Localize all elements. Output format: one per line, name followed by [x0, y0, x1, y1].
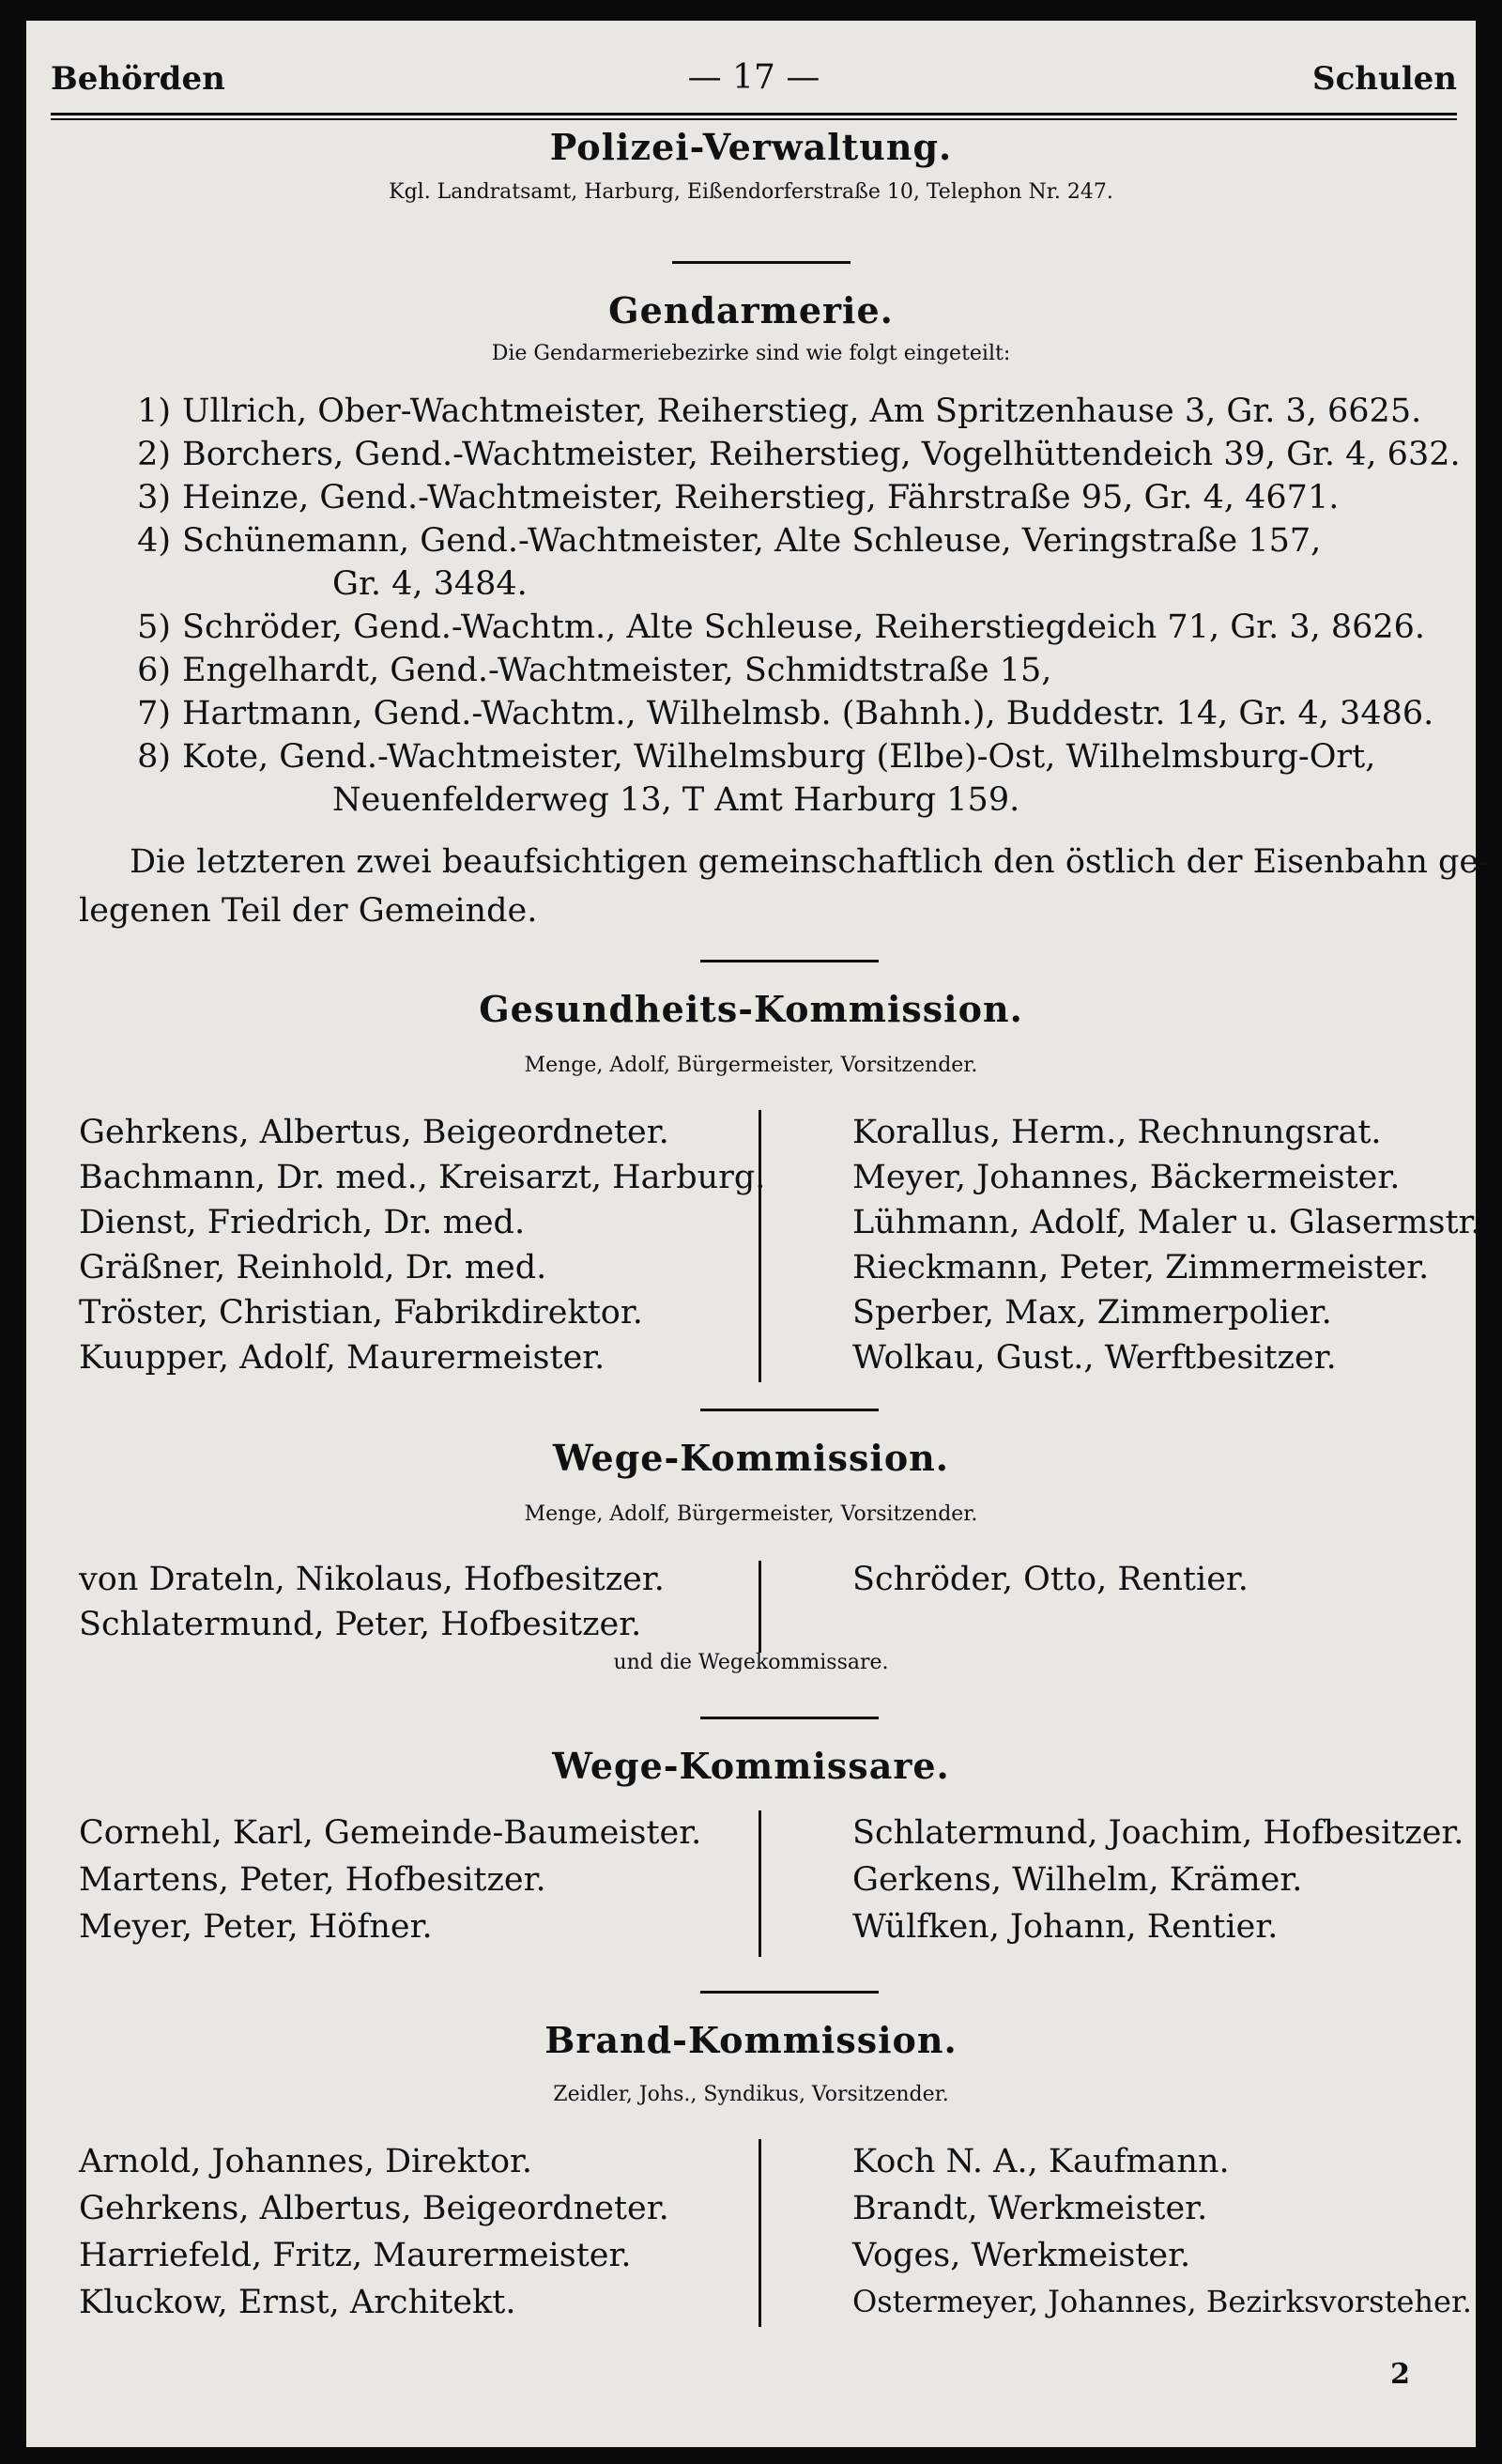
section-title-brand: Brand-Kommission. [544, 2019, 958, 2061]
member-entry: Koch N. A., Kaufmann. [852, 2143, 1230, 2180]
gendarmerie-entry [130, 608, 1425, 646]
member-entry: Ostermeyer, Johannes, Bezirksvorsteher. [852, 2284, 1472, 2319]
gendarmerie-entry [130, 479, 1339, 516]
member-entry: Gehrkens, Albertus, Beigeordneter. [79, 2190, 669, 2227]
entry-text: Schröder, Gend.-Wachtm., Alte Schleuse, Reiherstiegdeich 71, Gr. 3, 8626. [182, 608, 1426, 646]
header-rule-2 [51, 118, 1457, 120]
section-title-gesundheit: Gesundheits-Kommission. [479, 988, 1023, 1030]
member-entry: Sperber, Max, Zimmerpolier. [852, 1294, 1332, 1332]
member-entry: Bachmann, Dr. med., Kreisarzt, Harburg. [79, 1159, 766, 1196]
member-entry: Dienst, Friedrich, Dr. med. [79, 1204, 526, 1241]
entry-number: 6) [137, 652, 171, 689]
page-number: — 17 — [687, 58, 820, 97]
gendarmerie-intro: Die Gendarmeriebezirke sind wie folgt eingeteilt: [491, 342, 1011, 365]
member-entry: Rieckmann, Peter, Zimmermeister. [852, 1249, 1430, 1286]
entry-number: 2) [137, 436, 171, 473]
section-divider [700, 960, 879, 962]
wege-kommission-chair: Menge, Adolf, Bürgermeister, Vorsitzender. [524, 1502, 978, 1526]
member-entry: Meyer, Peter, Höfner. [79, 1908, 433, 1946]
member-entry: Gräßner, Reinhold, Dr. med. [79, 1249, 547, 1286]
member-entry: Tröster, Christian, Fabrikdirektor. [79, 1294, 643, 1332]
member-entry: Gerkens, Wilhelm, Krämer. [852, 1861, 1303, 1899]
column-divider [759, 1810, 761, 1957]
member-entry: Wolkau, Gust., Werftbesitzer. [852, 1339, 1337, 1377]
gendarmerie-entry [130, 393, 1421, 430]
gendarmerie-entry [130, 738, 1375, 776]
section-divider [700, 1717, 879, 1719]
page-mark: 2 [1390, 2358, 1410, 2391]
member-entry: Gehrkens, Albertus, Beigeordneter. [79, 1114, 669, 1151]
column-divider [759, 1561, 761, 1653]
entry-number: 8) [137, 738, 171, 776]
member-entry: Schlatermund, Joachim, Hofbesitzer. [852, 1814, 1464, 1852]
gendarmerie-entry [332, 565, 528, 603]
section-divider [672, 261, 851, 264]
member-entry: Harriefeld, Fritz, Maurermeister. [79, 2237, 632, 2274]
section-title-polizei: Polizei-Verwaltung. [549, 126, 953, 168]
header-left: Behörden [51, 60, 225, 98]
member-entry: Voges, Werkmeister. [852, 2237, 1191, 2274]
page-header [51, 47, 1457, 103]
section-divider [700, 1991, 879, 1994]
member-entry: Brandt, Werkmeister. [852, 2190, 1208, 2227]
gendarmerie-entry [130, 522, 1321, 560]
entry-number: 5) [137, 608, 171, 646]
member-entry: Lühmann, Adolf, Maler u. Glasermstr. [852, 1204, 1481, 1241]
entry-number: 4) [137, 522, 171, 560]
gendarmerie-entry [130, 652, 1051, 689]
member-entry: Arnold, Johannes, Direktor. [79, 2143, 533, 2180]
entry-text: Schünemann, Gend.-Wachtmeister, Alte Schleuse, Veringstraße 157, [182, 522, 1322, 560]
gendarmerie-note-1: Die letzteren zwei beaufsichtigen gemeinschaftlich den östlich der Eisenbahn ge- [130, 843, 1490, 881]
entry-text: Borchers, Gend.-Wachtmeister, Reiherstieg, Vogelhüttendeich 39, Gr. 4, 632. [182, 436, 1461, 473]
member-entry: Martens, Peter, Hofbesitzer. [79, 1861, 546, 1899]
column-divider [759, 2139, 761, 2327]
entry-text: Engelhardt, Gend.-Wachtmeister, Schmidtstraße 15, [182, 652, 1052, 689]
member-entry: Kuupper, Adolf, Maurermeister. [79, 1339, 605, 1377]
entry-text: Neuenfelderweg 13, T Amt Harburg 159. [332, 781, 1020, 819]
member-entry: Kluckow, Ernst, Architekt. [79, 2284, 516, 2321]
member-entry: Korallus, Herm., Rechnungsrat. [852, 1114, 1382, 1151]
member-entry: Meyer, Johannes, Bäckermeister. [852, 1159, 1401, 1196]
brand-chair: Zeidler, Johs., Syndikus, Vorsitzender. [553, 2083, 949, 2106]
entry-text: Kote, Gend.-Wachtmeister, Wilhelmsburg (Elbe)-Ost, Wilhelmsburg-Ort, [182, 738, 1376, 776]
member-entry: Schröder, Otto, Rentier. [852, 1561, 1249, 1598]
gendarmerie-entry [130, 695, 1433, 732]
member-entry: Schlatermund, Peter, Hofbesitzer. [79, 1606, 642, 1643]
member-entry: Cornehl, Karl, Gemeinde-Baumeister. [79, 1814, 702, 1852]
entry-text: Heinze, Gend.-Wachtmeister, Reiherstieg, Fährstraße 95, Gr. 4, 4671. [182, 479, 1340, 516]
section-divider [700, 1409, 879, 1411]
section-title-wege-kommission: Wege-Kommission. [552, 1437, 950, 1479]
entry-number: 1) [137, 393, 171, 430]
gesundheit-chair: Menge, Adolf, Bürgermeister, Vorsitzender. [524, 1054, 978, 1077]
entry-number: 3) [137, 479, 171, 516]
entry-text: Gr. 4, 3484. [332, 565, 528, 603]
wege-kommission-footer: und die Wegekommissare. [613, 1651, 889, 1674]
gendarmerie-entry [130, 436, 1461, 473]
header-rule [51, 113, 1457, 116]
section-title-gendarmerie: Gendarmerie. [608, 289, 894, 331]
section-title-wege-kommissare: Wege-Kommissare. [552, 1745, 950, 1787]
entry-text: Hartmann, Gend.-Wachtm., Wilhelmsb. (Bahnh.), Buddestr. 14, Gr. 4, 3486. [182, 695, 1434, 732]
column-divider [759, 1110, 761, 1382]
member-entry: Wülfken, Johann, Rentier. [852, 1908, 1279, 1946]
member-entry: von Drateln, Nikolaus, Hofbesitzer. [79, 1561, 665, 1598]
header-right: Schulen [1312, 60, 1457, 98]
gendarmerie-note-2: legenen Teil der Gemeinde. [79, 892, 538, 930]
entry-number: 7) [137, 695, 171, 732]
polizei-line: Kgl. Landratsamt, Harburg, Eißendorferstraße 10, Telephon Nr. 247. [389, 180, 1113, 204]
entry-text: Ullrich, Ober-Wachtmeister, Reiherstieg, Am Spritzenhause 3, Gr. 3, 6625. [182, 393, 1422, 430]
gendarmerie-entry [332, 781, 1019, 819]
